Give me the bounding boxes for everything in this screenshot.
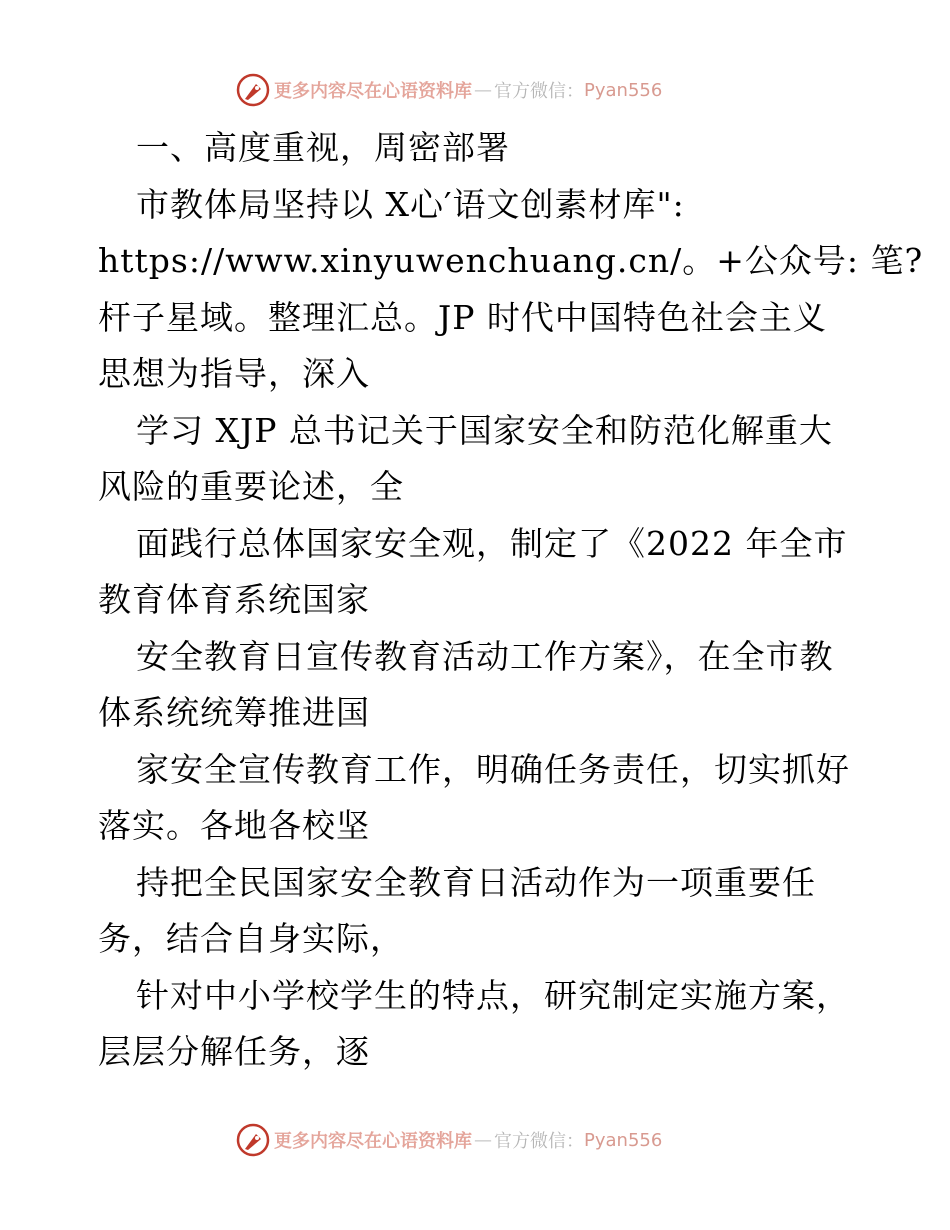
footer-watermark: [236, 1122, 662, 1158]
watermark-separator: —: [474, 1129, 492, 1151]
paragraph-line: 家安全宣传教育工作，明确任务责任，切实抓好: [136, 749, 850, 789]
paragraph-line: 层层分解任务，逐: [98, 1032, 370, 1071]
watermark-site-text: 更多内容尽在心语资料库: [274, 1131, 472, 1152]
paragraph-line: 学习 XJP 总书记关于国家安全和防范化解重大: [136, 410, 833, 450]
watermark-wechat-id: Pyan556: [584, 1129, 663, 1151]
header-watermark: [236, 72, 662, 108]
watermark-wechat-id: Pyan556: [584, 79, 663, 101]
pen-nib-icon: [236, 1123, 270, 1157]
paragraph-line: 杆子星域。整理汇总。JP 时代中国特色社会主义: [98, 297, 827, 337]
paragraph-line: 务，结合自身实际，: [98, 919, 404, 958]
paragraph-line: 风险的重要论述，全: [98, 467, 404, 506]
paragraph-line: 体系统统筹推进国: [98, 693, 370, 732]
paragraph-line: 市教体局坚持以 X心′语文创素材库":: [136, 184, 685, 224]
paragraph-line: 思想为指导，深入: [98, 354, 370, 393]
paragraph-line: 落实。各地各校坚: [98, 806, 370, 845]
watermark-site-text: 更多内容尽在心语资料库: [274, 81, 472, 102]
paragraph-line: 面践行总体国家安全观，制定了《2022 年全市: [136, 523, 848, 563]
paragraph-line: 针对中小学校学生的特点，研究制定实施方案，: [136, 975, 850, 1015]
paragraph-line: 教育体育系统国家: [98, 580, 370, 619]
paragraph-line: 持把全民国家安全教育日活动作为一项重要任: [136, 862, 816, 902]
paragraph-line: https://www.xinyuwenchuang.cn/。+公众号: 笔?: [98, 241, 924, 280]
watermark-separator: —: [474, 79, 492, 101]
section-heading: 一、高度重视，周密部署: [136, 128, 510, 167]
watermark-wechat-label: 官方微信：: [494, 81, 584, 102]
watermark-wechat-label: 官方微信：: [494, 1131, 584, 1152]
pen-nib-icon: [236, 73, 270, 107]
paragraph-line: 安全教育日宣传教育活动工作方案》，在全市教: [136, 636, 834, 676]
document-body: [98, 120, 924, 1081]
